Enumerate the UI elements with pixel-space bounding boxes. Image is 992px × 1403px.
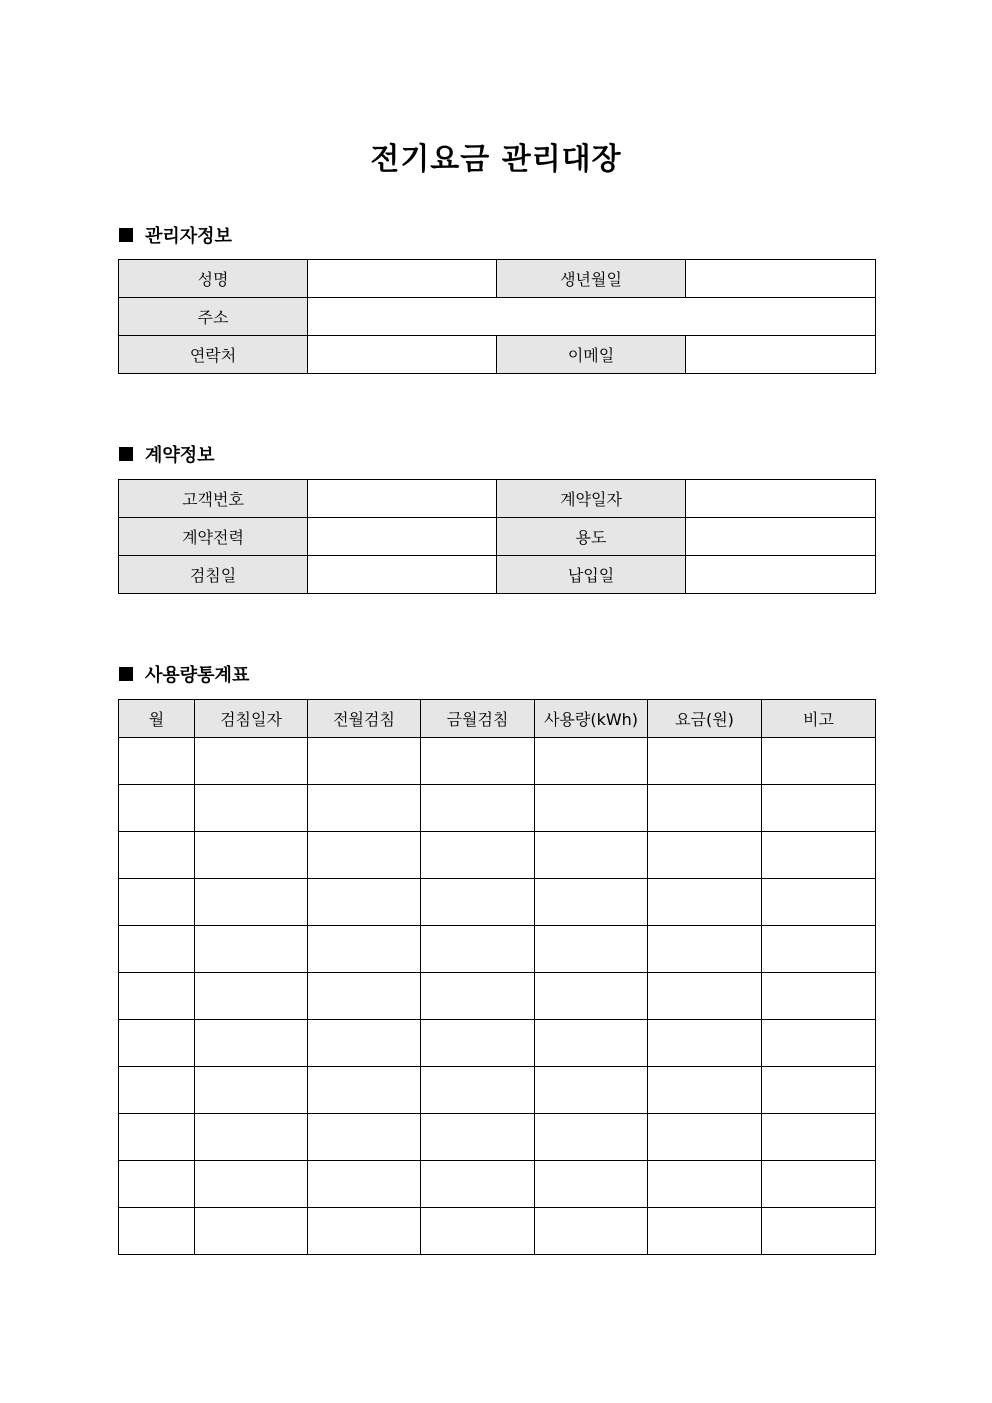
table-cell[interactable] (421, 1114, 535, 1161)
table-cell[interactable] (648, 879, 762, 926)
table-cell[interactable] (308, 973, 421, 1020)
table-row (119, 785, 876, 832)
table-cell[interactable] (308, 1161, 421, 1208)
table-cell[interactable] (762, 785, 876, 832)
table-cell[interactable] (421, 1020, 535, 1067)
table-cell[interactable] (648, 832, 762, 879)
table-cell[interactable] (421, 1208, 535, 1255)
table-cell[interactable] (119, 1114, 195, 1161)
table-cell[interactable] (535, 1161, 648, 1208)
table-header-row (119, 700, 876, 738)
table-cell[interactable] (762, 926, 876, 973)
table-cell[interactable] (648, 785, 762, 832)
contract-info-table (118, 479, 876, 594)
table-cell[interactable] (308, 1208, 421, 1255)
birth-label: 생년월일 (497, 260, 686, 298)
table-cell[interactable] (119, 1161, 195, 1208)
table-cell[interactable] (762, 879, 876, 926)
table-cell[interactable] (421, 973, 535, 1020)
table-row (119, 926, 876, 973)
table-cell[interactable] (308, 879, 421, 926)
table-cell[interactable] (762, 973, 876, 1020)
table-cell[interactable] (421, 879, 535, 926)
usage-stats-table (118, 699, 876, 1255)
square-bullet-icon (119, 667, 133, 681)
table-cell[interactable] (648, 1114, 762, 1161)
section-heading-usage (119, 662, 249, 686)
table-cell[interactable] (119, 926, 195, 973)
usage-table-body (119, 738, 876, 1255)
table-cell[interactable] (535, 738, 648, 785)
table-row (119, 1161, 876, 1208)
table-cell[interactable] (308, 1067, 421, 1114)
table-cell[interactable] (119, 1020, 195, 1067)
table-cell[interactable] (762, 1114, 876, 1161)
name-field[interactable] (308, 260, 497, 298)
table-cell[interactable] (535, 926, 648, 973)
table-cell[interactable] (119, 785, 195, 832)
address-field[interactable] (308, 298, 876, 336)
table-cell[interactable] (535, 879, 648, 926)
table-cell[interactable] (762, 832, 876, 879)
table-cell[interactable] (762, 738, 876, 785)
table-row (119, 973, 876, 1020)
table-row (119, 1020, 876, 1067)
payment-day-label: 납입일 (497, 556, 686, 594)
table-cell[interactable] (119, 832, 195, 879)
section-heading-contract (119, 442, 215, 466)
table-cell[interactable] (195, 879, 308, 926)
payment-day-field[interactable] (686, 556, 876, 594)
table-row (119, 832, 876, 879)
table-cell[interactable] (308, 785, 421, 832)
table-cell[interactable] (119, 1208, 195, 1255)
table-cell[interactable] (195, 1161, 308, 1208)
usage-type-field[interactable] (686, 518, 876, 556)
email-field[interactable] (686, 336, 876, 374)
table-cell[interactable] (308, 1020, 421, 1067)
table-cell[interactable] (119, 973, 195, 1020)
table-cell[interactable] (762, 1067, 876, 1114)
table-cell[interactable] (535, 1114, 648, 1161)
table-cell[interactable] (308, 738, 421, 785)
table-row (119, 738, 876, 785)
table-row (119, 298, 876, 336)
table-cell[interactable] (308, 1114, 421, 1161)
reading-day-label: 검침일 (119, 556, 308, 594)
table-cell[interactable] (195, 785, 308, 832)
customer-no-label: 고객번호 (119, 480, 308, 518)
table-cell[interactable] (762, 1208, 876, 1255)
table-cell[interactable] (535, 785, 648, 832)
section-title: 사용량통계표 (145, 665, 250, 686)
column-header-reading-date: 검침일자 (195, 700, 308, 738)
table-cell[interactable] (421, 1161, 535, 1208)
table-cell[interactable] (535, 1067, 648, 1114)
table-cell[interactable] (195, 926, 308, 973)
table-cell[interactable] (421, 738, 535, 785)
reading-day-field[interactable] (308, 556, 497, 594)
table-row (119, 336, 876, 374)
table-cell[interactable] (195, 973, 308, 1020)
table-row (119, 1114, 876, 1161)
table-cell[interactable] (119, 1067, 195, 1114)
table-cell[interactable] (648, 1067, 762, 1114)
table-cell[interactable] (648, 973, 762, 1020)
table-cell[interactable] (308, 926, 421, 973)
column-header-prev-reading: 전월검침 (308, 700, 421, 738)
column-header-fee: 요금(원) (648, 700, 762, 738)
table-cell[interactable] (648, 738, 762, 785)
table-cell[interactable] (308, 832, 421, 879)
table-cell[interactable] (195, 1067, 308, 1114)
table-row (119, 1208, 876, 1255)
birth-field[interactable] (686, 260, 876, 298)
table-row (119, 556, 876, 594)
table-row (119, 1067, 876, 1114)
column-header-curr-reading: 금월검침 (421, 700, 535, 738)
table-cell[interactable] (119, 879, 195, 926)
table-cell[interactable] (195, 1020, 308, 1067)
table-cell[interactable] (648, 926, 762, 973)
column-header-remarks: 비고 (762, 700, 876, 738)
table-cell[interactable] (195, 1208, 308, 1255)
table-cell[interactable] (421, 1067, 535, 1114)
contract-power-field[interactable] (308, 518, 497, 556)
section-heading-manager (119, 223, 232, 247)
table-cell[interactable] (195, 1114, 308, 1161)
customer-no-field[interactable] (308, 480, 497, 518)
contact-label: 연락처 (119, 336, 308, 374)
table-cell[interactable] (762, 1020, 876, 1067)
table-cell[interactable] (648, 1161, 762, 1208)
table-cell[interactable] (119, 738, 195, 785)
address-label: 주소 (119, 298, 308, 336)
table-cell[interactable] (535, 1208, 648, 1255)
table-row (119, 260, 876, 298)
table-cell[interactable] (195, 832, 308, 879)
table-row (119, 480, 876, 518)
column-header-usage-kwh: 사용량(kWh) (535, 700, 648, 738)
manager-info-table (118, 259, 876, 374)
table-row (119, 518, 876, 556)
contract-power-label: 계약전력 (119, 518, 308, 556)
square-bullet-icon (119, 228, 133, 242)
table-cell[interactable] (535, 973, 648, 1020)
page-title: 전기요금 관리대장 (370, 142, 622, 177)
table-cell[interactable] (535, 832, 648, 879)
section-title: 계약정보 (145, 445, 215, 466)
table-cell[interactable] (421, 832, 535, 879)
table-cell[interactable] (195, 738, 308, 785)
table-row (119, 879, 876, 926)
contract-date-field[interactable] (686, 480, 876, 518)
contact-field[interactable] (308, 336, 497, 374)
square-bullet-icon (119, 447, 133, 461)
table-cell[interactable] (762, 1161, 876, 1208)
table-cell[interactable] (648, 1020, 762, 1067)
contract-date-label: 계약일자 (497, 480, 686, 518)
table-cell[interactable] (648, 1208, 762, 1255)
column-header-month: 월 (119, 700, 195, 738)
table-cell[interactable] (421, 926, 535, 973)
section-title: 관리자정보 (145, 226, 232, 247)
usage-type-label: 용도 (497, 518, 686, 556)
email-label: 이메일 (497, 336, 686, 374)
table-cell[interactable] (421, 785, 535, 832)
name-label: 성명 (119, 260, 308, 298)
table-cell[interactable] (535, 1020, 648, 1067)
